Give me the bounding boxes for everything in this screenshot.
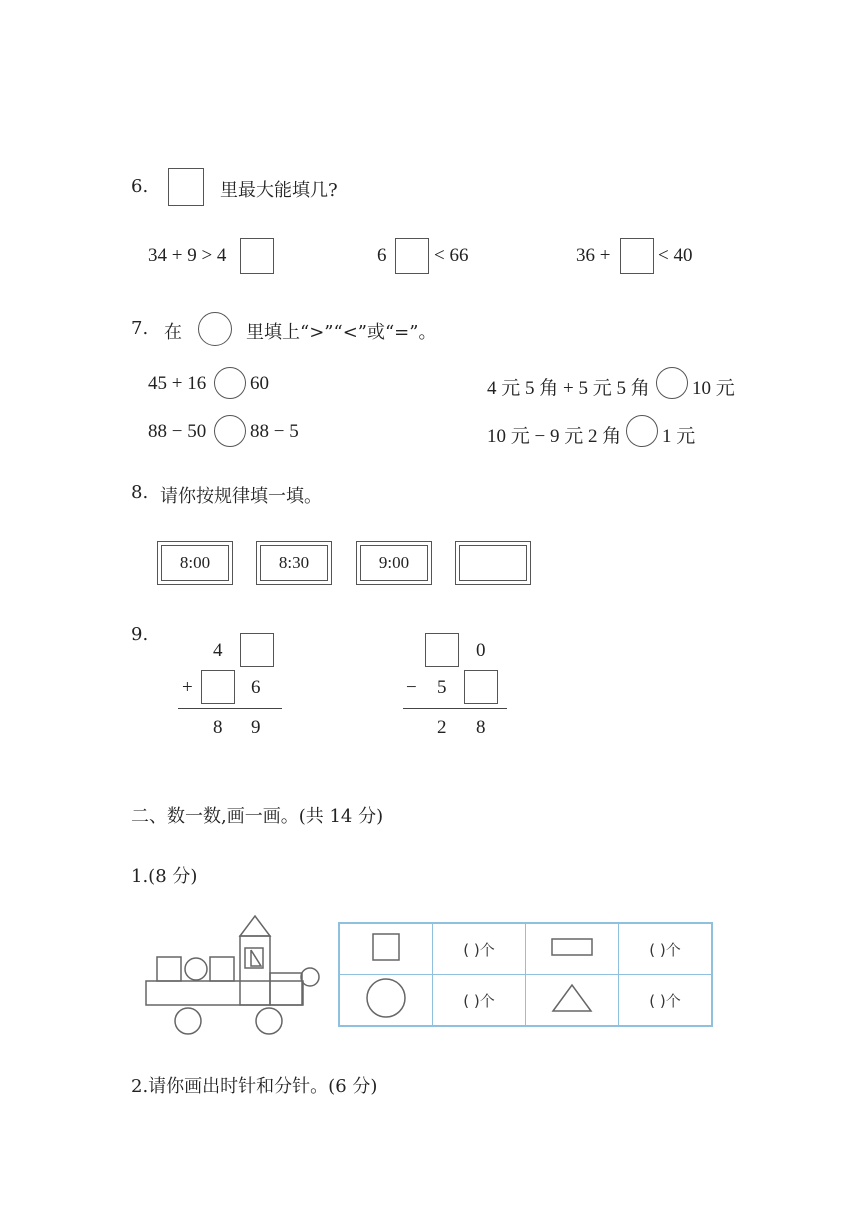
clock-display-1 <box>157 541 233 585</box>
q6-eq1-left: 34 + 9 > 4 <box>148 245 227 266</box>
clock-time-1: 8:00 <box>161 545 229 581</box>
q9-left-res-ones: 9 <box>251 717 261 738</box>
q7-row1-right-b: 10 元 <box>692 378 735 399</box>
q6-eq2-answer-box[interactable] <box>395 238 429 274</box>
q8-prompt: 请你按规律填一填。 <box>160 486 322 507</box>
blank-box <box>168 168 204 206</box>
table-cell <box>526 923 619 975</box>
q7-row2-left-circle[interactable] <box>214 415 246 447</box>
circle-count-blank[interactable]: ( )个 <box>463 991 495 1010</box>
q6-eq3-answer-box[interactable] <box>620 238 654 274</box>
train-shapes-figure <box>140 912 325 1038</box>
triangle-icon <box>550 982 594 1014</box>
q7-row1-left-circle[interactable] <box>214 367 246 399</box>
table-cell[interactable] <box>433 923 526 975</box>
q9-left-top-ones-box[interactable] <box>240 633 274 667</box>
q6-eq2-left: 6 <box>377 245 387 266</box>
q9-right-minus: − <box>406 677 417 698</box>
shape-count-table <box>338 922 713 1027</box>
q9-right-mid-ones-box[interactable] <box>464 670 498 704</box>
q6-number: 6. <box>131 176 149 197</box>
square-icon <box>370 931 402 963</box>
section2-heading: 二、数一数,画一画。(共 14 分) <box>131 806 384 827</box>
clock-time-2: 8:30 <box>260 545 328 581</box>
s2-q2-label: 2.请你画出时针和分针。(6 分) <box>131 1076 378 1097</box>
q7-row2-left-b: 88 − 5 <box>250 421 299 442</box>
table-cell <box>526 975 619 1027</box>
q9-right-top-tens-box[interactable] <box>425 633 459 667</box>
q9-left-res-tens: 8 <box>213 717 223 738</box>
table-cell[interactable] <box>433 975 526 1027</box>
s2-q1-label: 1.(8 分) <box>131 866 198 887</box>
q7-row2-left-a: 88 − 50 <box>148 421 207 442</box>
clock-display-3 <box>356 541 432 585</box>
table-cell <box>339 923 433 975</box>
q6-eq2-right: < 66 <box>434 245 469 266</box>
q9-number: 9. <box>131 624 149 645</box>
q7-row1-right-circle[interactable] <box>656 367 688 399</box>
q6-eq3-right: < 40 <box>658 245 693 266</box>
q9-right-res-tens: 2 <box>437 717 447 738</box>
q7-prompt-pre: 在 <box>164 322 182 343</box>
table-cell[interactable] <box>619 975 713 1027</box>
square-count-blank[interactable]: ( )个 <box>463 940 495 959</box>
rectangle-count-blank[interactable]: ( )个 <box>649 940 681 959</box>
clock-display-answer[interactable] <box>455 541 531 585</box>
clock-display-2 <box>256 541 332 585</box>
blank-circle <box>198 312 232 346</box>
q9-left-top-tens: 4 <box>213 640 223 661</box>
q7-prompt-post: 里填上“>”“<”或“=”。 <box>246 322 437 343</box>
table-cell[interactable] <box>619 923 713 975</box>
q8-number: 8. <box>131 482 149 503</box>
q7-number: 7. <box>131 318 149 339</box>
q9-left-sum-line <box>178 708 282 709</box>
rectangle-icon <box>550 936 594 958</box>
q7-row2-right-b: 1 元 <box>662 426 696 447</box>
q7-row1-left-b: 60 <box>250 373 269 394</box>
table-cell <box>339 975 433 1027</box>
q9-left-mid-tens-box[interactable] <box>201 670 235 704</box>
q9-right-mid-tens: 5 <box>437 677 447 698</box>
q7-row1-left-a: 45 + 16 <box>148 373 207 394</box>
q9-left-plus: + <box>182 677 193 698</box>
q7-row2-right-a: 10 元 − 9 元 2 角 <box>487 426 622 447</box>
q7-row1-right-a: 4 元 5 角 + 5 元 5 角 <box>487 378 650 399</box>
q6-eq3-left: 36 + <box>576 245 611 266</box>
triangle-count-blank[interactable]: ( )个 <box>649 991 681 1010</box>
table-row <box>339 975 712 1027</box>
q9-right-diff-line <box>403 708 507 709</box>
q7-row2-right-circle[interactable] <box>626 415 658 447</box>
circle-icon <box>364 976 408 1020</box>
q6-prompt: 里最大能填几? <box>220 180 338 201</box>
clock-time-answer[interactable] <box>459 545 527 581</box>
clock-time-3: 9:00 <box>360 545 428 581</box>
table-row <box>339 923 712 975</box>
q9-right-res-ones: 8 <box>476 717 486 738</box>
q6-eq1-answer-box[interactable] <box>240 238 274 274</box>
q9-right-top-ones: 0 <box>476 640 486 661</box>
q9-left-mid-ones: 6 <box>251 677 261 698</box>
